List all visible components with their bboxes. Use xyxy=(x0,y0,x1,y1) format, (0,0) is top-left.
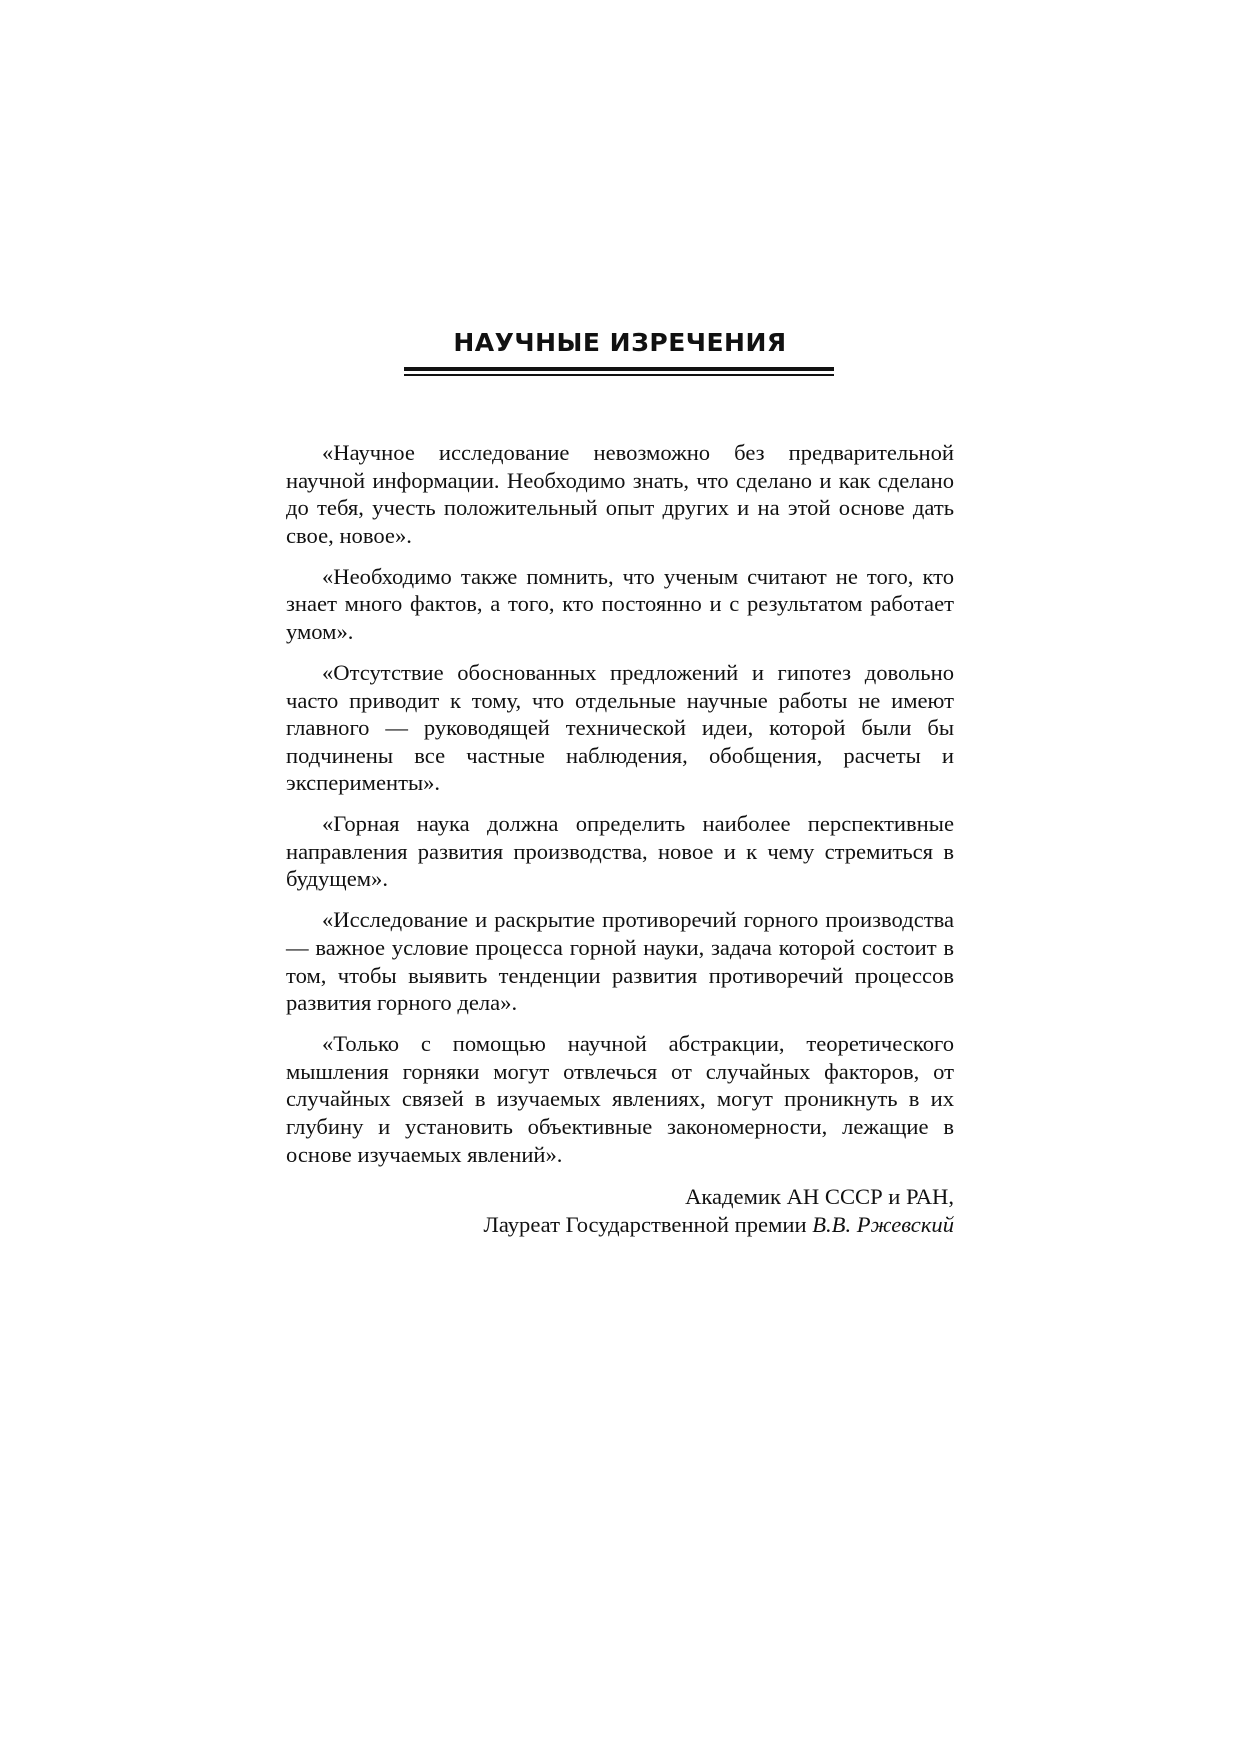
quote-paragraph: «Отсутствие обоснованных предложений и гипотез довольно часто приводит к тому, что отдельные научные работы не имеют главного — руководящей технической идеи, которой были бы подчинены все частные наблюдения, обобщения, расчеты и эксперименты». xyxy=(286,659,954,796)
quote-paragraph: «Необходимо также помнить, что ученым считают не того, кто знает много фактов, а того, кто постоянно и с результатом работает умом». xyxy=(286,563,954,644)
attribution xyxy=(286,1182,954,1239)
attribution-title: Академик АН СССР и РАН, xyxy=(685,1183,954,1209)
title-rule-thin xyxy=(404,374,834,376)
quote-paragraph: «Исследование и раскрытие противоречий горного производства — важное условие процесса горной науки, задача которой состоит в том, чтобы выявить тенденции развития противоречий процессов развития горного дела». xyxy=(286,907,954,1016)
author-name: В.В. Ржевский xyxy=(812,1211,954,1237)
quote-paragraph: «Научное исследование невозможно без предварительной научной информации. Необходимо знать, что сделано и как сделано до тебя, учесть положительный опыт других и на этой основе дать свое, новое». xyxy=(286,440,954,548)
page-title: НАУЧНЫЕ ИЗРЕЧЕНИЯ xyxy=(453,328,787,357)
title-rule-thick xyxy=(404,367,834,371)
quote-paragraph: «Горная наука должна определить наиболее перспективные направления развития производства, новое и к чему стремиться в будущем». xyxy=(286,811,954,892)
quotes-block xyxy=(286,439,954,1239)
quote-paragraph: «Только с помощью научной абстракции, теоретического мышления горняки могут отвлечься от случайных факторов, от случайных связей в изучаемых явлениях, могут проникнуть в их глубину и установить объективные закономерности, лежащие в основе изучаемых явлений». xyxy=(286,1031,954,1167)
attribution-award xyxy=(286,1211,954,1239)
attribution-award-text: Лауреат Государственной премии xyxy=(483,1211,813,1237)
